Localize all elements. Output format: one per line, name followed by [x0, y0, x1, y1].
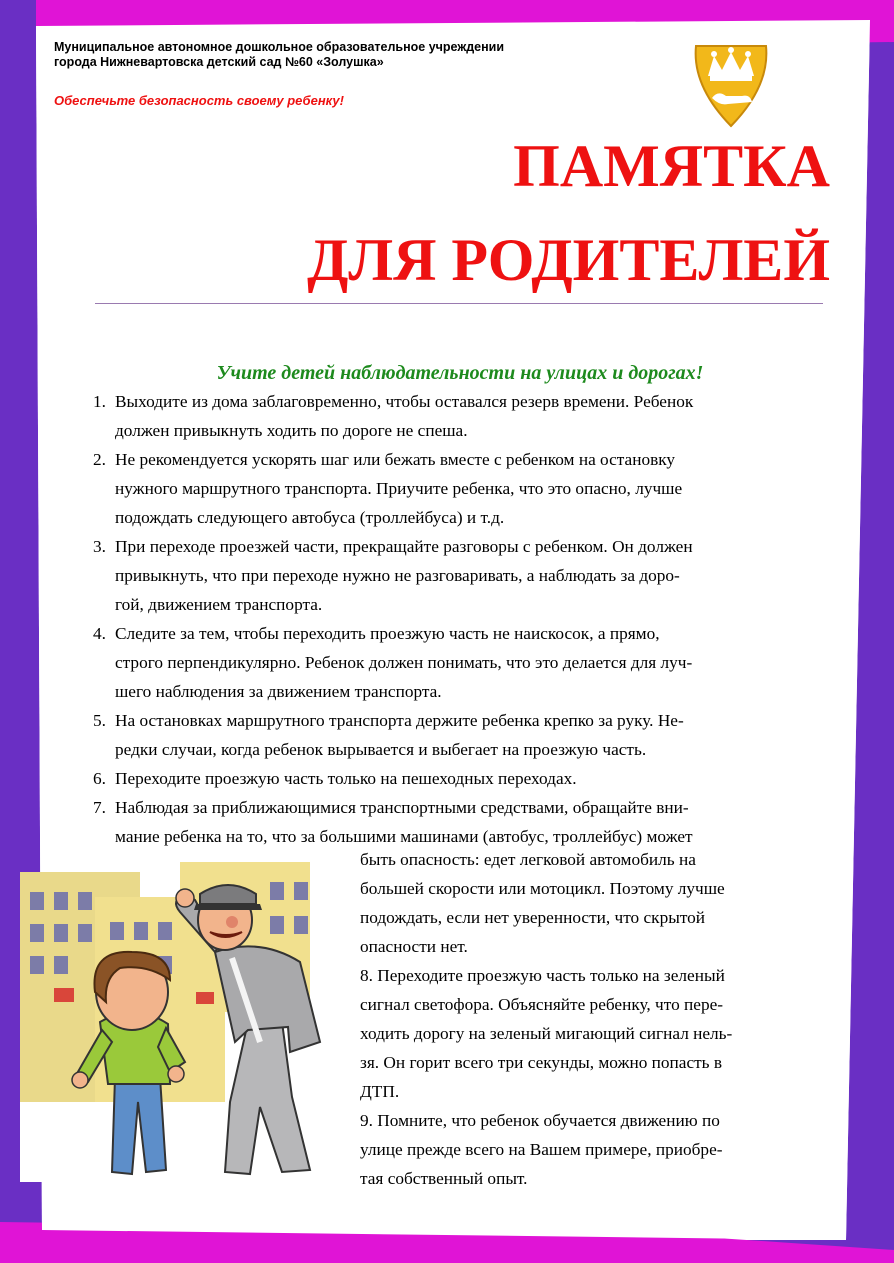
- title-line-1: ПАМЯТКА: [513, 133, 830, 199]
- traffic-officer-illustration: [20, 852, 360, 1182]
- continuation-line: тая собственный опыт.: [360, 1169, 528, 1188]
- item-number: 4.: [93, 624, 106, 643]
- continuation-line: опасности нет.: [360, 937, 468, 956]
- continuation-line: большей скорости или мотоцикл. Поэтому лучше: [360, 879, 725, 898]
- item-line: При переходе проезжей части, прекращайте разговоры с ребенком. Он должен: [115, 537, 693, 556]
- continuation-line: улице прежде всего на Вашем примере, приобре-: [360, 1140, 723, 1159]
- advice-continuation: [360, 845, 790, 1193]
- continuation-line: подождать, если нет уверенности, что скрытой: [360, 908, 706, 927]
- item-line: должен привыкнуть ходить по дороге не спеша.: [115, 421, 468, 440]
- institution-line-1: Муниципальное автономное дошкольное образовательное учреждении: [54, 40, 504, 54]
- advice-item: [93, 445, 793, 532]
- item-line: строго перпендикулярно. Ребенок должен понимать, что это делается для луч-: [115, 653, 693, 672]
- continuation-line: ходить дорогу на зеленый мигающий сигнал нель-: [360, 1024, 733, 1043]
- continuation-line: ДТП.: [360, 1082, 400, 1101]
- advice-item: [93, 764, 793, 793]
- advice-item: [93, 619, 793, 706]
- item-line: Не рекомендуется ускорять шаг или бежать вместе с ребенком на остановку: [115, 450, 676, 469]
- safety-slogan: Обеспечьте безопасность своему ребенку!: [54, 93, 344, 108]
- item-text: [115, 706, 793, 764]
- item-text: [115, 532, 793, 619]
- item-text: [115, 619, 793, 706]
- item-line: мание ребенка на то, что за большими машинами (автобус, троллейбус) может: [115, 827, 693, 846]
- item-line: нужного маршрутного транспорта. Приучите ребенка, что это опасно, лучше: [115, 479, 683, 498]
- title-line-2: ДЛЯ РОДИТЕЛЕЙ: [307, 227, 830, 293]
- item-number: 3.: [93, 537, 106, 556]
- continuation-line: 9. Помните, что ребенок обучается движению по: [360, 1111, 720, 1130]
- item-text: [115, 764, 793, 793]
- item-line: На остановках маршрутного транспорта держите ребенка крепко за руку. Не-: [115, 711, 684, 730]
- advice-item: [93, 793, 793, 851]
- item-line: привыкнуть, что при переходе нужно не разговаривать, а наблюдать за доро-: [115, 566, 680, 585]
- item-line: подождать следующего автобуса (троллейбуса) и т.д.: [115, 508, 505, 527]
- kindergarten-crest-icon: [688, 40, 774, 130]
- institution-header: [54, 40, 504, 70]
- item-line: Переходите проезжую часть только на пешеходных переходах.: [115, 769, 577, 788]
- advice-list: [93, 387, 793, 851]
- item-number: 6.: [93, 769, 106, 788]
- item-line: Наблюдая за приближающимися транспортными средствами, обращайте вни-: [115, 798, 689, 817]
- continuation-line: сигнал светофора. Объясняйте ребенку, что пере-: [360, 995, 724, 1014]
- item-text: [115, 793, 793, 851]
- item-number: 5.: [93, 711, 106, 730]
- item-text: [115, 387, 793, 445]
- item-line: Выходите из дома заблаговременно, чтобы оставался резерв времени. Ребенок: [115, 392, 694, 411]
- item-number: 2.: [93, 450, 106, 469]
- item-text: [115, 445, 793, 532]
- subtitle: Учите детей наблюдательности на улицах и дорогах!: [216, 362, 704, 384]
- advice-item: [93, 532, 793, 619]
- item-line: редки случаи, когда ребенок вырывается и выбегает на проезжую часть.: [115, 740, 647, 759]
- item-line: гой, движением транспорта.: [115, 595, 323, 614]
- continuation-line: быть опасность: едет легковой автомобиль на: [360, 850, 696, 869]
- advice-item: [93, 706, 793, 764]
- item-number: 7.: [93, 798, 106, 817]
- continuation-line: 8. Переходите проезжую часть только на зеленый: [360, 966, 725, 985]
- title-divider: [95, 303, 823, 304]
- institution-line-2: города Нижневартовска детский сад №60 «Золушка»: [54, 55, 384, 69]
- advice-item: [93, 387, 793, 445]
- item-line: шего наблюдения за движением транспорта.: [115, 682, 442, 701]
- continuation-line: зя. Он горит всего три секунды, можно попасть в: [360, 1053, 723, 1072]
- item-number: 1.: [93, 392, 106, 411]
- item-line: Следите за тем, чтобы переходить проезжую часть не наискосок, а прямо,: [115, 624, 660, 643]
